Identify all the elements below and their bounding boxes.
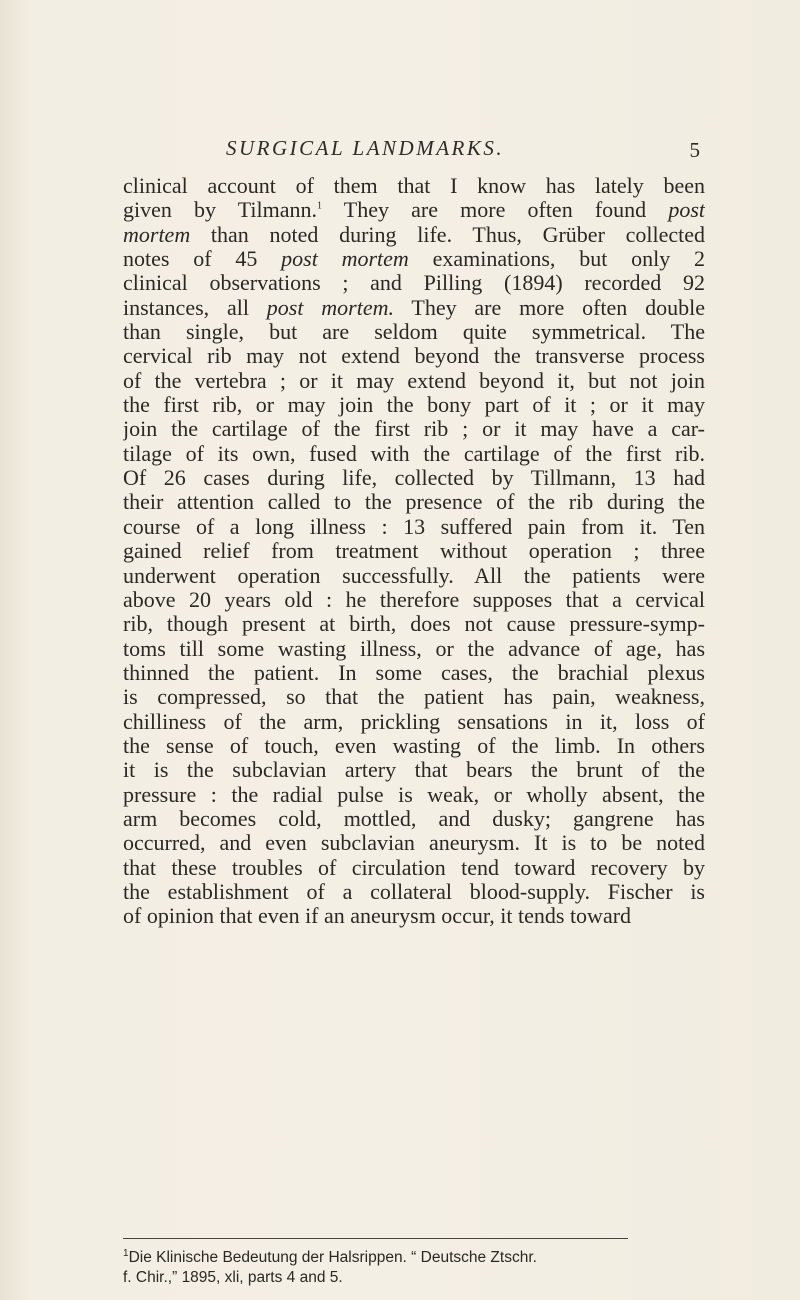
page-number: 5 — [689, 138, 700, 162]
footnote-divider — [123, 1238, 628, 1239]
text-line: is compressed, so that the patient has pain, weakness, — [123, 685, 705, 710]
text-line: of the vertebra ; or it may extend beyond it, but not join — [123, 368, 705, 393]
text-line: the establishment of a collateral blood-supply. Fischer is — [123, 879, 705, 904]
text-line: that these troubles of circulation tend toward recovery by — [123, 855, 705, 880]
text-line: of opinion that even if an aneurysm occur, it tends toward — [123, 904, 632, 929]
text-line: rib, though present at birth, does not cause pressure-symp- — [123, 612, 705, 637]
footnote-text-1: Die Klinische Bedeutung der Halsrippen. “ Deutsche Ztschr. — [128, 1249, 537, 1266]
text-line: the first rib, or may join the bony part of it ; or it may — [123, 393, 705, 418]
footnote-line-1 — [123, 1248, 705, 1268]
text-line: given by Tilmann.$^1$ They are more often found post — [123, 198, 705, 223]
text-line: than single, but are seldom quite symmetrical. The — [123, 320, 705, 345]
text-line: mortem than noted during life. Thus, Grüber collected — [123, 222, 705, 247]
footnote-marker: 1 — [123, 1247, 129, 1259]
text-line: join the cartilage of the first rib ; or it may have a car- — [123, 417, 705, 442]
italic-text: post mortem — [281, 247, 409, 272]
italic-text: mortem — [123, 222, 191, 247]
text-line: course of a long illness : 13 suffered pain from it. Ten — [123, 514, 705, 539]
text-line: notes of 45 post mortem examinations, but only 2 — [123, 247, 705, 272]
text-line: clinical account of them that I know has lately been — [123, 174, 705, 198]
footnote — [123, 1248, 705, 1288]
text-line: pressure : the radial pulse is weak, or wholly absent, the — [123, 782, 705, 807]
text-line: gained relief from treatment without operation ; three — [123, 539, 705, 564]
text-line: clinical observations ; and Pilling (1894) recorded 92 — [123, 271, 705, 296]
italic-text: post mortem. — [266, 295, 394, 320]
page-header — [120, 136, 700, 162]
running-head: SURGICAL LANDMARKS. — [226, 136, 505, 160]
text-line: the sense of touch, even wasting of the limb. In others — [123, 733, 705, 758]
text-line: Of 26 cases during life, collected by Tillmann, 13 had — [123, 466, 705, 491]
text-line: arm becomes cold, mottled, and dusky; gangrene has — [123, 806, 705, 831]
text-line: chilliness of the arm, prickling sensations in it, loss of — [123, 709, 705, 734]
footnote-reference: 1 — [317, 201, 323, 213]
text-line: it is the subclavian artery that bears the brunt of the — [123, 758, 705, 783]
text-line: tilage of its own, fused with the cartilage of the first rib. — [123, 441, 705, 466]
text-line: thinned the patient. In some cases, the brachial plexus — [123, 660, 705, 685]
text-line: underwent operation successfully. All the patients were — [123, 563, 705, 588]
text-line: their attention called to the presence of the rib during the — [123, 490, 705, 515]
body-paragraph — [123, 174, 705, 929]
text-line: toms till some wasting illness, or the advance of age, has — [123, 636, 705, 661]
text-line: cervical rib may not extend beyond the transverse process — [123, 344, 705, 369]
text-line: occurred, and even subclavian aneurysm. It is to be noted — [123, 831, 705, 856]
text-line: instances, all post mortem. They are more often double — [123, 295, 705, 320]
italic-text: post — [668, 198, 705, 223]
text-line: above 20 years old : he therefore supposes that a cervical — [123, 587, 705, 612]
footnote-line-2: f. Chir.,” 1895, xli, parts 4 and 5. — [123, 1269, 343, 1286]
